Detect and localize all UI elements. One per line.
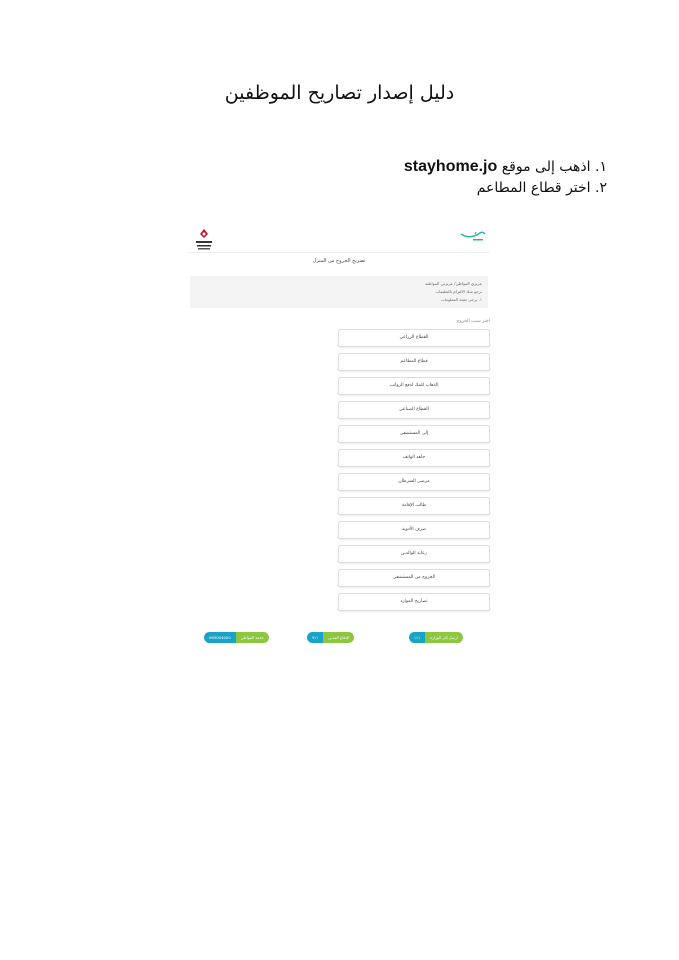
option-7[interactable]: طالب الإقامة <box>338 497 490 515</box>
government-logo-icon <box>193 226 215 252</box>
notice-line: نرجو منك الالتزام بالتعليمات <box>435 289 482 294</box>
option-medicine[interactable]: صرف الأدوية <box>338 521 490 539</box>
option-parents-care[interactable]: رعاية الوالدين <box>338 545 490 563</box>
stayhome-logo-icon <box>458 228 488 244</box>
option-agricultural-sector[interactable]: القطاع الزراعي <box>338 329 490 347</box>
pill-label: خدمة المواطن <box>236 632 269 643</box>
step-2 <box>404 178 607 199</box>
pill-label: أرسل الى الوزارة <box>425 632 463 643</box>
pill-number: 065004000 <box>204 632 236 643</box>
pill-number: ١١١ <box>409 632 425 643</box>
step-1-text: ١. اذهب إلى موقع <box>497 159 607 175</box>
page-heading: تصريح الخروج من المنزل <box>312 258 366 264</box>
reason-options-list <box>338 329 490 617</box>
notice-box <box>190 276 488 308</box>
hotline-pill-civil-defense[interactable] <box>307 632 354 643</box>
option-restaurant-sector[interactable]: قطاع المطاعم <box>338 353 490 371</box>
document-title: دليل إصدار تصاريح الموظفين <box>224 82 455 104</box>
hotline-pill-ministry[interactable] <box>409 632 463 643</box>
option-11[interactable]: تصاريح الموارد <box>338 593 490 611</box>
notice-line: ١. يرجى تعبئة المعلومات <box>440 297 482 302</box>
option-bank-salaries[interactable]: الذهاب للبنك لدفع الرواتب <box>338 377 490 395</box>
option-industrial-sector[interactable]: القطاع الصناعي <box>338 401 490 419</box>
option-5[interactable]: جاهد الهاتف <box>338 449 490 467</box>
step-2-text: ٢. اختر قطاع المطاعم <box>476 180 607 196</box>
option-cancer-patients[interactable]: مرضى السرطان <box>338 473 490 491</box>
option-to-hospital[interactable]: إلى المستشفى <box>338 425 490 443</box>
embedded-website-screenshot <box>188 218 490 658</box>
notice-line: عزيزي المواطن/ عزيزتي المواطنة <box>425 281 482 286</box>
option-leave-hospital[interactable]: الخروج من المستشفى <box>338 569 490 587</box>
header-divider <box>188 252 490 253</box>
pill-label: الدفاع المدني <box>323 632 354 643</box>
pill-number: ٩١١ <box>307 632 323 643</box>
step-1 <box>404 156 607 178</box>
step-1-site: stayhome.jo <box>403 158 498 175</box>
hotline-pill-citizen-service[interactable] <box>204 632 269 643</box>
instruction-steps <box>404 156 607 199</box>
reason-label: اختر سبب الخروج <box>456 319 490 324</box>
